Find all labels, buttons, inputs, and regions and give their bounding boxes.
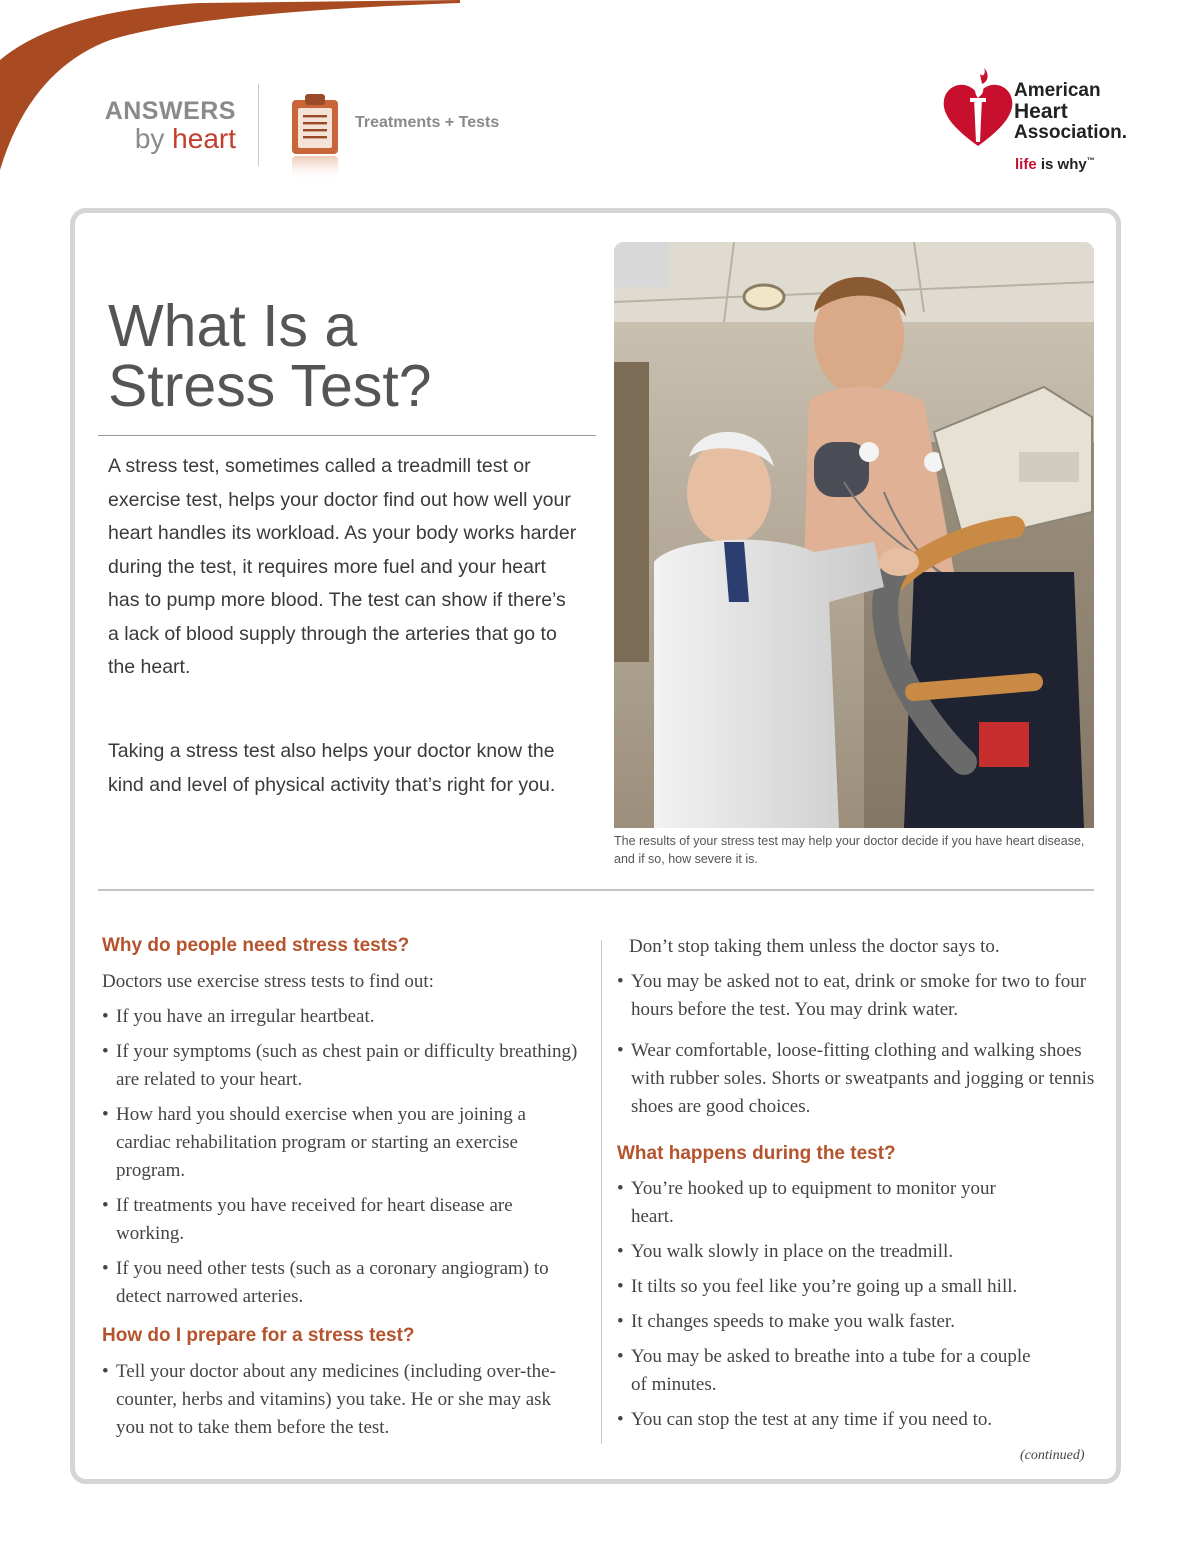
brand-divider — [258, 84, 259, 166]
brand-heart-word: heart — [172, 123, 236, 154]
aha-trademark: ™ — [1086, 156, 1095, 165]
title-line-2: Stress Test? — [108, 353, 432, 419]
why-item: • If you have an irregular heartbeat. — [102, 1003, 582, 1031]
intro-paragraph-1: A stress test, sometimes called a treadmill test or exercise test, helps your doctor find out how well your heart handles its workload. As your body works harder during the test, it requires more fuel and your heart has to pump more blood. The test can show if there’s a lack of blood supply through the arteries that go to the heart. — [108, 455, 577, 678]
during-item: • It tilts so you feel like you’re going up a small hill. — [617, 1273, 1037, 1301]
prepare-section-right — [617, 933, 1099, 1121]
during-heading: What happens during the test? — [617, 1143, 896, 1164]
during-item: • You may be asked to breathe into a tube for a couple of minutes. — [617, 1343, 1037, 1399]
prepare-heading: How do I prepare for a stress test? — [102, 1325, 415, 1346]
why-heading: Why do people need stress tests? — [102, 935, 410, 956]
during-item: • It changes speeds to make you walk faster. — [617, 1308, 1037, 1336]
topic-label: Treatments + Tests — [355, 114, 500, 131]
aha-tagline — [1015, 156, 1095, 173]
aha-wordmark — [1014, 80, 1127, 143]
aha-tag-rest: is why — [1036, 156, 1087, 173]
why-item: • How hard you should exercise when you are joining a cardiac rehabilitation program or starting an exercise program. — [102, 1101, 582, 1185]
column-divider — [601, 940, 602, 1444]
why-item: • If treatments you have received for heart disease are working. — [102, 1192, 582, 1248]
title-underline — [98, 435, 596, 436]
continued-note: (continued) — [1020, 1448, 1085, 1463]
aha-tag-life: life — [1015, 156, 1037, 173]
why-lead: Doctors use exercise stress tests to find out: — [102, 971, 434, 992]
during-item: • You can stop the test at any time if you need to. — [617, 1406, 1037, 1434]
aha-word-american: American — [1014, 80, 1101, 101]
prepare-item: • You may be asked not to eat, drink or smoke for two to four hours before the test. You may drink water. — [617, 968, 1099, 1024]
brand-answers: ANSWERS — [104, 97, 236, 125]
why-item: • If your symptoms (such as chest pain or difficulty breathing) are related to your heart. — [102, 1038, 582, 1094]
aha-word-association: Association. — [1014, 122, 1127, 143]
page-title — [108, 293, 432, 419]
prepare-item: • Tell your doctor about any medicines (including over-the-counter, herbs and vitamins) you take. He or she may ask you not to take them before the test. — [102, 1358, 580, 1442]
aha-word-heart: Heart — [1014, 100, 1068, 123]
during-item: • You walk slowly in place on the treadmill. — [617, 1238, 1037, 1266]
intro-paragraph-2: Taking a stress test also helps your doctor know the kind and level of physical activity that’s right for you. — [108, 740, 556, 796]
photo-caption: The results of your stress test may help your doctor decide if you have heart disease, and if so, how severe it is. — [614, 834, 1085, 866]
why-item: • If you need other tests (such as a coronary angiogram) to detect narrowed arteries. — [102, 1255, 582, 1311]
answers-by-heart-logo — [68, 98, 236, 154]
prepare-section-left — [102, 1358, 580, 1442]
prepare-item: • Wear comfortable, loose-fitting clothing and walking shoes with rubber soles. Shorts or sweatpants and jogging or tennis shoes are good choices. — [617, 1037, 1099, 1121]
clipboard-icon — [290, 92, 340, 184]
title-line-1: What Is a — [108, 293, 358, 359]
why-section — [102, 968, 582, 1311]
during-item: • You’re hooked up to equipment to monitor your heart. — [617, 1175, 1037, 1231]
stress-test-photo — [614, 242, 1094, 828]
during-section — [617, 1175, 1037, 1434]
prepare-item-continued: Don’t stop taking them unless the doctor says to. — [629, 936, 1000, 957]
section-divider — [98, 889, 1094, 891]
brand-by-heart: by heart — [134, 123, 236, 154]
